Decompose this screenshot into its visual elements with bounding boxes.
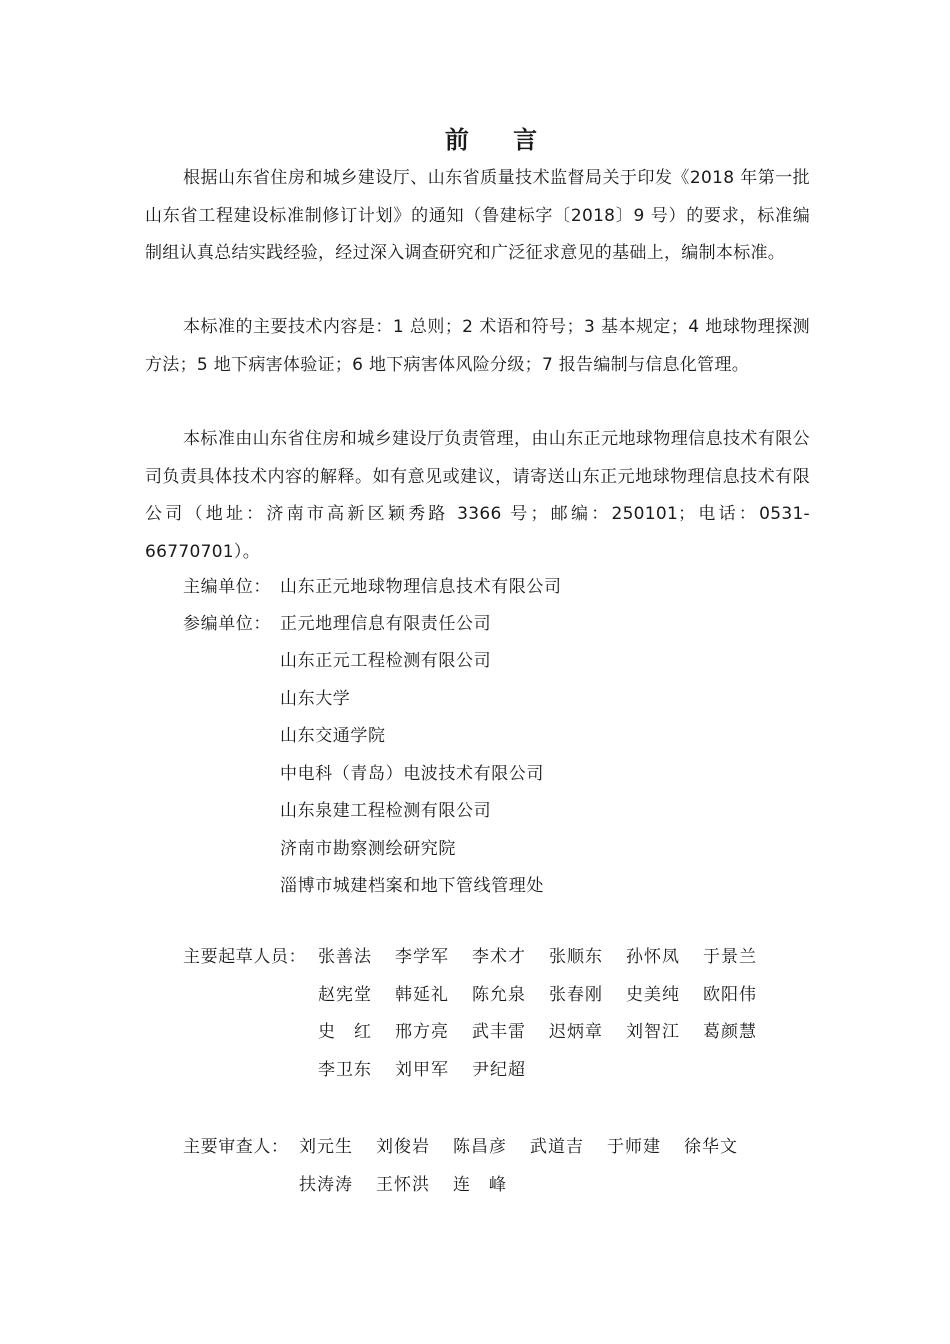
participating-unit: 山东大学 bbox=[280, 689, 351, 709]
participating-unit: 中电科（青岛）电波技术有限公司 bbox=[280, 764, 544, 784]
drafter-name: 张春刚 bbox=[549, 984, 603, 1005]
drafter-name: 李学军 bbox=[395, 947, 449, 967]
management-paragraph: 本标准由山东省住房和城乡建设厅负责管理，由山东正元地球物理信息技术有限公司负责具体技术内容的解释。如有意见或建议，请寄送山东正元地球物理信息技术有限公司（地址：济南市高新区颖秀路 3366 号；邮编：250101；电话：0531-66770701）。 bbox=[145, 429, 810, 562]
drafter-name: 孙怀凤 bbox=[626, 947, 680, 967]
participating-unit: 山东正元工程检测有限公司 bbox=[280, 651, 492, 671]
intro-paragraph: 根据山东省住房和城乡建设厅、山东省质量技术监督局关于印发《2018 年第一批山东省工程建设标准制修订计划》的通知（鲁建标字〔2018〕9 号）的要求，标准编制组认真总结实践经验，经过深入调查研究和广泛征求意见的基础上，编制本标准。 bbox=[145, 168, 810, 263]
chief-unit-label: 主编单位： bbox=[183, 577, 271, 597]
drafter-name: 葛颜慧 bbox=[703, 1022, 757, 1042]
reviewer-name: 徐华文 bbox=[684, 1137, 738, 1157]
reviewer-name: 刘元生 bbox=[299, 1137, 353, 1157]
drafter-name: 张顺东 bbox=[549, 947, 603, 967]
reviewers-list bbox=[299, 1129, 761, 1204]
drafters-list bbox=[318, 939, 780, 1089]
drafter-name: 邢方亮 bbox=[395, 1022, 449, 1042]
reviewer-name: 于师建 bbox=[607, 1137, 661, 1157]
drafter-name: 张善法 bbox=[318, 947, 372, 967]
drafter-name: 李术才 bbox=[472, 947, 526, 967]
participating-unit: 淄博市城建档案和地下管线管理处 bbox=[280, 876, 544, 896]
participating-units-label: 参编单位： bbox=[183, 614, 271, 634]
reviewer-name: 连 峰 bbox=[453, 1174, 507, 1195]
participating-unit: 山东交通学院 bbox=[280, 726, 386, 746]
drafter-name: 韩延礼 bbox=[395, 984, 449, 1005]
content-summary-paragraph: 本标准的主要技术内容是：1 总则；2 术语和符号；3 基本规定；4 地球物理探测方法；5 地下病害体验证；6 地下病害体风险分级；7 报告编制与信息化管理。 bbox=[145, 317, 810, 375]
reviewers-label: 主要审查人： bbox=[183, 1137, 289, 1157]
drafter-name: 武丰雷 bbox=[472, 1022, 526, 1042]
drafter-name: 陈允泉 bbox=[472, 984, 526, 1005]
drafter-name: 史美纯 bbox=[626, 984, 680, 1005]
page-title: 前 言 bbox=[444, 126, 556, 154]
drafter-name: 史 红 bbox=[318, 1022, 372, 1042]
drafter-name: 于景兰 bbox=[703, 947, 757, 967]
participating-unit: 济南市勘察测绘研究院 bbox=[280, 839, 456, 859]
participating-unit: 正元地理信息有限责任公司 bbox=[280, 614, 492, 634]
reviewer-name: 刘俊岩 bbox=[376, 1137, 430, 1157]
drafter-name: 李卫东 bbox=[318, 1059, 372, 1080]
reviewer-name: 陈昌彦 bbox=[453, 1137, 507, 1157]
reviewer-name: 扶涛涛 bbox=[299, 1174, 353, 1195]
drafter-name: 欧阳伟 bbox=[703, 984, 757, 1005]
drafters-label: 主要起草人员： bbox=[183, 947, 307, 967]
reviewer-name: 武道吉 bbox=[530, 1137, 584, 1157]
reviewer-name: 王怀洪 bbox=[376, 1174, 430, 1195]
drafter-name: 刘甲军 bbox=[395, 1059, 449, 1080]
drafter-name: 刘智江 bbox=[626, 1022, 680, 1042]
drafter-name: 尹纪超 bbox=[472, 1059, 526, 1080]
drafter-name: 迟炳章 bbox=[549, 1022, 603, 1042]
drafter-name: 赵宪堂 bbox=[318, 984, 372, 1005]
chief-unit-name: 山东正元地球物理信息技术有限公司 bbox=[280, 577, 562, 597]
participating-unit: 山东泉建工程检测有限公司 bbox=[280, 801, 492, 821]
